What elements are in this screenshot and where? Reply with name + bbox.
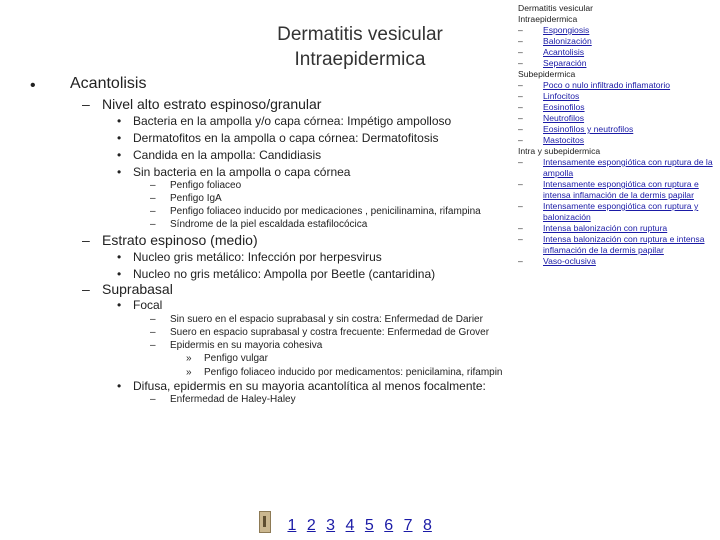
outline-item[interactable]	[518, 36, 714, 47]
outline-heading-both: Intra y subepidermica	[518, 146, 601, 156]
bullet-l3: •	[117, 267, 122, 281]
outline-dash: –	[518, 113, 523, 123]
outline-dash: –	[518, 157, 523, 167]
dash-l4: –	[150, 327, 156, 338]
outline-item[interactable]	[518, 157, 714, 179]
outline-dash: –	[518, 256, 523, 266]
dash-l2: –	[82, 96, 90, 112]
bullet-l3: •	[117, 148, 122, 162]
link-poco-infiltrado[interactable]: Poco o nulo infiltrado inflamatorio	[543, 80, 671, 90]
item-suprabasal: Suprabasal	[102, 281, 173, 297]
bullet-l3: •	[117, 165, 122, 179]
link-separacion[interactable]: Separación	[543, 58, 587, 68]
bullet-l1: •	[30, 77, 36, 94]
item-epidermis-cohesiva: Epidermis en su mayoria cohesiva	[170, 340, 323, 351]
outline-item[interactable]	[518, 47, 714, 58]
outline-dash: –	[518, 47, 523, 57]
bullet-l3: •	[117, 114, 122, 128]
bullet-l5: »	[186, 367, 192, 378]
outline-item[interactable]	[518, 234, 714, 256]
link-eosinofilos[interactable]: Eosinofilos	[543, 102, 585, 112]
outline-dash: –	[518, 179, 523, 189]
item-difusa: Difusa, epidermis en su mayoria acantolítica al menos focalmente:	[133, 379, 486, 393]
link-mastocitos[interactable]: Mastocitos	[543, 135, 585, 145]
outline-item[interactable]	[518, 25, 714, 36]
bullet-l3: •	[117, 250, 122, 264]
item-sin-bacteria: Sin bacteria en la ampolla o capa córnea	[133, 165, 351, 179]
slide-title	[250, 22, 470, 72]
item-penfigo-iga: Penfigo IgA	[170, 193, 222, 204]
item-nivel-alto: Nivel alto estrato espinoso/granular	[102, 96, 322, 112]
link-vaso-oclusiva[interactable]: Vaso-oclusiva	[543, 256, 596, 266]
page-link-7[interactable]: 7	[403, 517, 413, 534]
outline-dash: –	[518, 91, 523, 101]
outline-dash: –	[518, 102, 523, 112]
link-acantolisis[interactable]: Acantolisis	[543, 47, 585, 57]
outline-dash: –	[518, 25, 523, 35]
bullet-l3: •	[117, 131, 122, 145]
link-espongiosis[interactable]: Espongiosis	[543, 25, 590, 35]
outline-item[interactable]	[518, 201, 714, 223]
outline-item[interactable]	[518, 102, 714, 113]
page-link-1[interactable]: 1	[287, 517, 297, 534]
bullet-l3: •	[117, 298, 122, 312]
item-focal: Focal	[133, 298, 163, 312]
link-linfocitos[interactable]: Linfocitos	[543, 91, 580, 101]
link-espongiotica-inflamacion[interactable]: Intensamente espongiótica con ruptura e intensa inflamación de la dermis papilar	[543, 179, 699, 200]
bullet-l5: »	[186, 353, 192, 364]
link-balonizacion[interactable]: Balonización	[543, 36, 592, 46]
item-candidiasis: Candida en la ampolla: Candidiasis	[133, 148, 322, 162]
dash-l4: –	[150, 180, 156, 191]
outline-heading: Dermatitis vesicular	[518, 3, 593, 13]
outline-dash: –	[518, 135, 523, 145]
dash-l4: –	[150, 314, 156, 325]
bullet-l3: •	[117, 379, 122, 393]
outline-item[interactable]	[518, 135, 714, 146]
outline-item[interactable]	[518, 113, 714, 124]
item-estrato-espinoso-medio: Estrato espinoso (medio)	[102, 232, 258, 248]
item-dermatofitosis: Dermatofitos en la ampolla o capa córnea: Dermatofitosis	[133, 131, 439, 145]
item-impetigo: Bacteria en la ampolla y/o capa córnea: Impétigo ampolloso	[133, 114, 452, 128]
outline-item[interactable]	[518, 91, 714, 102]
outline-item[interactable]	[518, 179, 714, 201]
outline-item[interactable]	[518, 223, 714, 234]
link-espongiotica-ruptura[interactable]: Intensamente espongiótica con ruptura de la ampolla	[543, 157, 713, 178]
item-piel-escaldada: Síndrome de la piel escaldada estafilocócica	[170, 219, 368, 230]
item-herpesvirus: Nucleo gris metálico: Infección por herpesvirus	[133, 250, 382, 264]
home-icon[interactable]	[259, 511, 271, 533]
link-neutrofilos[interactable]: Neutrofilos	[543, 113, 585, 123]
dash-l2: –	[82, 281, 90, 297]
outline-dash: –	[518, 36, 523, 46]
outline-item[interactable]	[518, 256, 714, 267]
page-navigation	[259, 511, 438, 535]
dash-l2: –	[82, 232, 90, 248]
link-balonizacion-ruptura[interactable]: Intensa balonización con ruptura	[543, 223, 668, 233]
dash-l4: –	[150, 394, 156, 405]
outline-dash: –	[518, 201, 523, 211]
title-line-1: Dermatitis vesicular	[277, 24, 443, 45]
page-link-2[interactable]: 2	[306, 517, 316, 534]
dash-l4: –	[150, 219, 156, 230]
item-grover: Suero en espacio suprabasal y costra frecuente: Enfermedad de Grover	[170, 327, 490, 338]
page-link-4[interactable]: 4	[345, 517, 355, 534]
item-penfigo-medicamentos: Penfigo foliaceo inducido por medicamentos: penicilamina, rifampin	[204, 367, 503, 378]
outline-dash: –	[518, 124, 523, 134]
item-cantaridina: Nucleo no gris metálico: Ampolla por Beetle (cantaridina)	[133, 267, 436, 281]
outline-heading-sub: Subepidermica	[518, 69, 576, 79]
heading-acantolisis: Acantolisis	[70, 75, 147, 92]
outline-item[interactable]	[518, 124, 714, 135]
item-penfigo-foliaceo: Penfigo foliaceo	[170, 180, 242, 191]
outline-panel	[518, 3, 714, 267]
page-link-5[interactable]: 5	[364, 517, 374, 534]
outline-item[interactable]	[518, 58, 714, 69]
item-haley-haley: Enfermedad de Haley-Haley	[170, 394, 296, 405]
outline-dash: –	[518, 58, 523, 68]
outline-dash: –	[518, 223, 523, 233]
dash-l4: –	[150, 340, 156, 351]
outline-dash: –	[518, 234, 523, 244]
link-balonizacion-inflamacion[interactable]: Intensa balonización con ruptura e intensa inflamación de la dermis papilar	[543, 234, 705, 255]
item-penfigo-vulgar: Penfigo vulgar	[204, 353, 268, 364]
outline-dash: –	[518, 80, 523, 90]
dash-l4: –	[150, 206, 156, 217]
page-link-6[interactable]: 6	[384, 517, 394, 534]
link-eosinofilos-neutrofilos[interactable]: Eosinofilos y neutrofilos	[543, 124, 634, 134]
link-espongiotica-balonizacion[interactable]: Intensamente espongiótica con ruptura y balonización	[543, 201, 699, 222]
outline-item[interactable]	[518, 80, 714, 91]
outline-heading-intra: Intraepidermica	[518, 14, 578, 24]
dash-l4: –	[150, 193, 156, 204]
item-darier: Sin suero en el espacio suprabasal y sin costra: Enfermedad de Darier	[170, 314, 483, 325]
page-link-3[interactable]: 3	[326, 517, 336, 534]
title-line-2: Intraepidermica	[294, 49, 426, 70]
item-penfigo-medicaciones: Penfigo foliaceo inducido por medicaciones , penicilinamina, rifampina	[170, 206, 481, 217]
page-link-8[interactable]: 8	[422, 517, 432, 534]
